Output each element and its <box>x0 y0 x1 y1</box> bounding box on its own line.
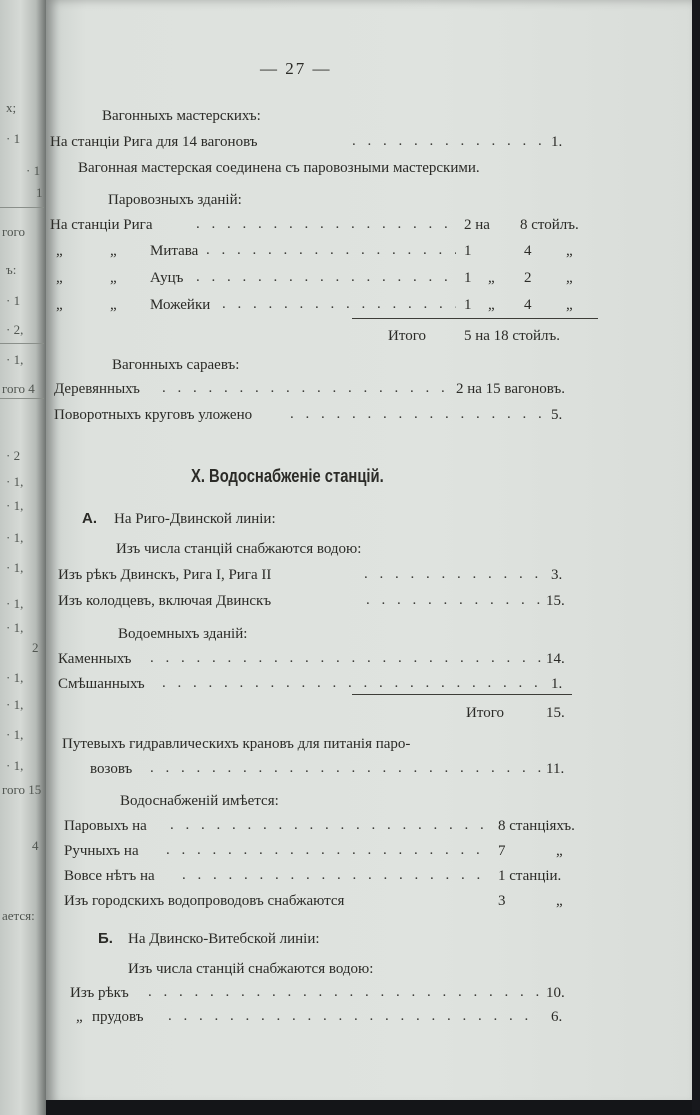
text-line: Ручныхъ на <box>64 843 139 859</box>
left-page-fragment-text: х; <box>6 100 17 115</box>
left-page-fragment-text: · 1, <box>6 560 24 575</box>
left-page-fragment-text: · 2, <box>6 322 24 337</box>
left-page-fragment-text: · 1 <box>6 131 21 146</box>
text-line: Митава <box>150 243 199 259</box>
left-page-fragment-text: · 1, <box>6 758 24 773</box>
dot-leader <box>170 817 492 835</box>
dot-leader <box>162 675 542 693</box>
text-line: Изъ числа станцій снабжаются водою: <box>128 961 374 977</box>
left-page-rule <box>0 207 44 208</box>
text-line: „ <box>110 243 117 259</box>
left-page-fragment-text: · 1, <box>6 530 24 545</box>
dot-leader <box>162 380 450 398</box>
subsection-letter: А. <box>82 510 97 527</box>
text-line: Итого <box>466 705 504 721</box>
left-page-fragment-text: · 1, <box>6 474 24 489</box>
text-line: Водоснабженій имѣется: <box>120 793 279 809</box>
text-line: 15. <box>546 593 565 609</box>
left-page-fragment-text: · 1, <box>6 498 24 513</box>
text-line: „ <box>488 297 495 313</box>
left-page-fragment-text: · 1, <box>6 596 24 611</box>
left-page-rule <box>0 343 44 344</box>
text-line: Изъ колодцевъ, включая Двинскъ <box>58 593 272 609</box>
text-line: „ <box>76 1009 83 1025</box>
text-line: 1 <box>464 270 472 286</box>
text-line: 4 <box>524 243 532 259</box>
text-line: 14. <box>546 651 565 667</box>
dot-leader <box>352 133 542 151</box>
text-line: Ауцъ <box>150 270 184 286</box>
left-page-fragment-text: 4 <box>32 838 39 853</box>
text-line: 8 стойлъ. <box>520 217 579 233</box>
text-line: 1 станціи. <box>498 868 562 884</box>
text-line: Изъ рѣкъ <box>70 985 129 1001</box>
text-line: прудовъ <box>92 1009 144 1025</box>
text-line: Поворотныхъ круговъ уложено <box>54 407 253 423</box>
dot-leader <box>196 216 456 234</box>
text-line: „ <box>488 270 495 286</box>
dot-leader <box>366 592 542 610</box>
text-line: Вагонныхъ мастерскихъ: <box>102 108 261 124</box>
text-line: Путевыхъ гидравлическихъ крановъ для питанія паро- <box>62 736 411 752</box>
left-page-fragment-text: ъ: <box>6 262 17 277</box>
text-line: Изъ числа станцій снабжаются водою: <box>116 541 362 557</box>
left-page-fragment-text: · 1, <box>6 697 24 712</box>
dot-leader <box>150 650 542 668</box>
left-page-fragment-text: · 1, <box>6 620 24 635</box>
left-page-fragment-text: · 2 <box>6 448 21 463</box>
left-page-fragment-text: · 1, <box>6 727 24 742</box>
dot-leader <box>150 760 542 778</box>
dot-leader <box>182 867 492 885</box>
dot-leader <box>206 242 456 260</box>
text-line: 6. <box>551 1009 563 1025</box>
total-rule <box>352 694 572 695</box>
text-line: Деревянныхъ <box>54 381 140 397</box>
left-page-rule <box>0 398 44 399</box>
text-line: 4 <box>524 297 532 313</box>
text-line: „ <box>566 270 573 286</box>
text-line: Вагонная мастерская соединена съ паровозными мастерскими. <box>78 160 480 176</box>
text-line: На Двинско-Витебской линіи: <box>128 931 320 947</box>
text-line: Паровыхъ на <box>64 818 147 834</box>
document-page <box>46 0 692 1106</box>
text-line: 1. <box>551 134 563 150</box>
text-line: 3. <box>551 567 563 583</box>
left-page-fragment-text: 1 <box>36 185 43 200</box>
text-line: 2 <box>524 270 532 286</box>
dot-leader <box>290 406 544 424</box>
page-number: — 27 — <box>260 59 332 78</box>
text-line: „ <box>56 270 63 286</box>
text-line: „ <box>110 270 117 286</box>
dot-leader <box>148 984 540 1002</box>
left-page-fragment <box>0 0 46 1115</box>
text-line: „ <box>110 297 117 313</box>
text-line: Итого <box>388 328 426 344</box>
text-line: возовъ <box>90 761 133 777</box>
left-page-fragment-text: гого <box>2 224 26 239</box>
left-page-fragment-text: гого 4 <box>2 381 35 396</box>
subsection-letter: Б. <box>98 930 113 947</box>
left-page-fragment-text: · 1 <box>26 163 41 178</box>
section-heading: X. Водоснабженіе станцій. <box>191 466 384 486</box>
text-line: На Риго-Двинской линіи: <box>114 511 276 527</box>
left-page-fragment-text: · 1, <box>6 670 24 685</box>
text-line: 1. <box>551 676 563 692</box>
text-line: 2 на 15 вагоновъ. <box>456 381 565 397</box>
total-rule <box>352 318 598 319</box>
text-line: „ <box>556 893 563 909</box>
text-line: „ <box>566 243 573 259</box>
dot-leader <box>166 842 492 860</box>
text-line: 7 <box>498 843 506 859</box>
left-page-fragment-text: · 1 <box>6 293 21 308</box>
text-line: 11. <box>546 761 565 777</box>
text-line: 1 <box>464 243 472 259</box>
dot-leader <box>168 1008 540 1026</box>
text-line: „ <box>56 297 63 313</box>
text-line: На станціи Рига для 14 вагоновъ <box>50 134 258 150</box>
text-line: Каменныхъ <box>58 651 132 667</box>
text-line: „ <box>56 243 63 259</box>
text-line: 10. <box>546 985 565 1001</box>
text-line: Паровозныхъ зданій: <box>108 192 242 208</box>
text-line: 2 на <box>464 217 490 233</box>
text-line: „ <box>566 297 573 313</box>
dot-leader <box>222 296 456 314</box>
text-line: Изъ рѣкъ Двинскъ, Рига I, Рига II <box>58 567 272 583</box>
left-page-fragment-text: · 1, <box>6 352 24 367</box>
text-line: 3 <box>498 893 506 909</box>
text-line: Изъ городскихъ водопроводовъ снабжаются <box>64 893 345 909</box>
text-line: „ <box>556 843 563 859</box>
text-line: 5 на 18 стойлъ. <box>464 328 560 344</box>
dot-leader <box>364 566 544 584</box>
text-line: 5. <box>551 407 563 423</box>
text-line: 1 <box>464 297 472 313</box>
text-line: Водоемныхъ зданій: <box>118 626 248 642</box>
text-line: Вагонныхъ сараевъ: <box>112 357 240 373</box>
left-page-fragment-text: гого 15 <box>2 782 42 797</box>
left-page-fragment-text: 2 <box>32 640 39 655</box>
text-line: Вовсе нѣтъ на <box>64 868 155 884</box>
dot-leader <box>196 269 456 287</box>
text-line: Смѣшанныхъ <box>58 676 145 692</box>
text-line: Можейки <box>150 297 211 313</box>
left-page-fragment-text: ается: <box>2 908 35 923</box>
text-line: На станціи Рига <box>50 217 153 233</box>
page-bottom-shadow <box>46 1100 692 1115</box>
text-line: 15. <box>546 705 565 721</box>
text-line: 8 станціяхъ. <box>498 818 575 834</box>
